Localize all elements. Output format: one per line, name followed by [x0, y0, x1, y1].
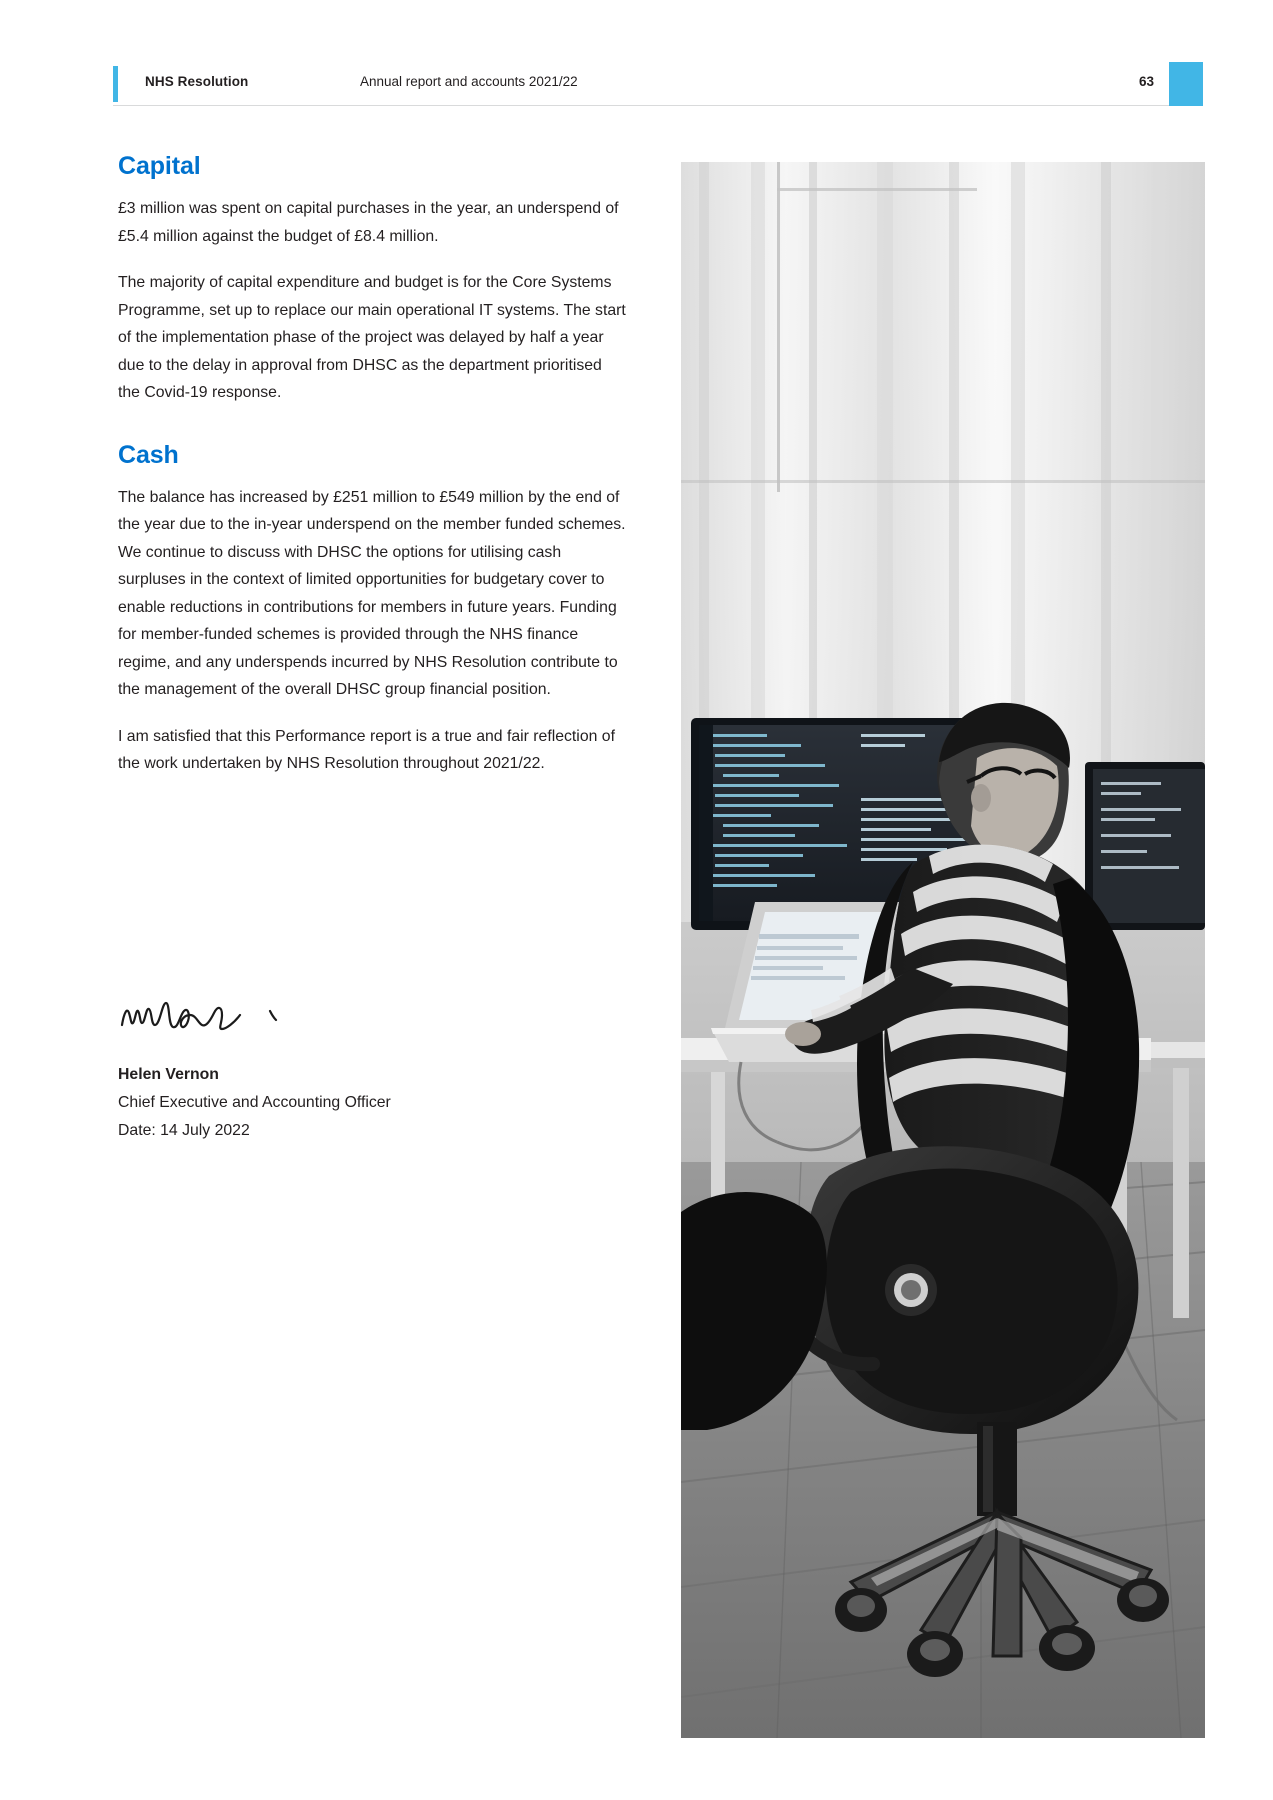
- signatory-name: Helen Vernon: [118, 1066, 219, 1083]
- signature-date: Date: 14 July 2022: [118, 1122, 250, 1139]
- page-number: 63: [1138, 74, 1154, 89]
- section-heading-cash: Cash: [118, 440, 179, 469]
- signature-image: [118, 985, 378, 1045]
- page-header: [113, 62, 1203, 106]
- office-worker-photo: [681, 162, 1205, 1738]
- signatory-role: Chief Executive and Accounting Officer: [118, 1094, 391, 1111]
- header-report-title: Annual report and accounts 2021/22: [360, 74, 578, 89]
- paragraph-capital-2: The majority of capital expenditure and budget is for the Core Systems Programme, set up to replace our main operational IT systems. The start of the implementation phase of the project was delayed by half a year due to the delay in approval from DHSC as the department prioritised the Covid-19 response.: [118, 274, 626, 401]
- header-organisation: NHS Resolution: [145, 74, 249, 89]
- header-edge-tab: [1169, 62, 1203, 106]
- paragraph-cash-1: The balance has increased by £251 million to £549 million by the end of the year due to the in-year underspend on the member funded schemes. We continue to discuss with DHSC the options for utilising cash surpluses in the context of limited opportunities for budgetary cover to enable reductions in contributions for members in future years. Funding for member-funded schemes is provided through the NHS finance regime, and any underspends incurred by NHS Resolution contribute to the management of the overall DHSC group financial position.: [118, 488, 626, 698]
- section-heading-capital: Capital: [118, 152, 201, 180]
- main-text-column: [118, 152, 626, 797]
- paragraph-cash-2: I am satisfied that this Performance report is a true and fair reflection of the work undertaken by NHS Resolution throughout 2021/22.: [118, 727, 615, 772]
- header-accent-bar: [113, 66, 118, 102]
- paragraph-capital-1: £3 million was spent on capital purchases in the year, an underspend of £5.4 million against the budget of £8.4 million.: [118, 200, 619, 245]
